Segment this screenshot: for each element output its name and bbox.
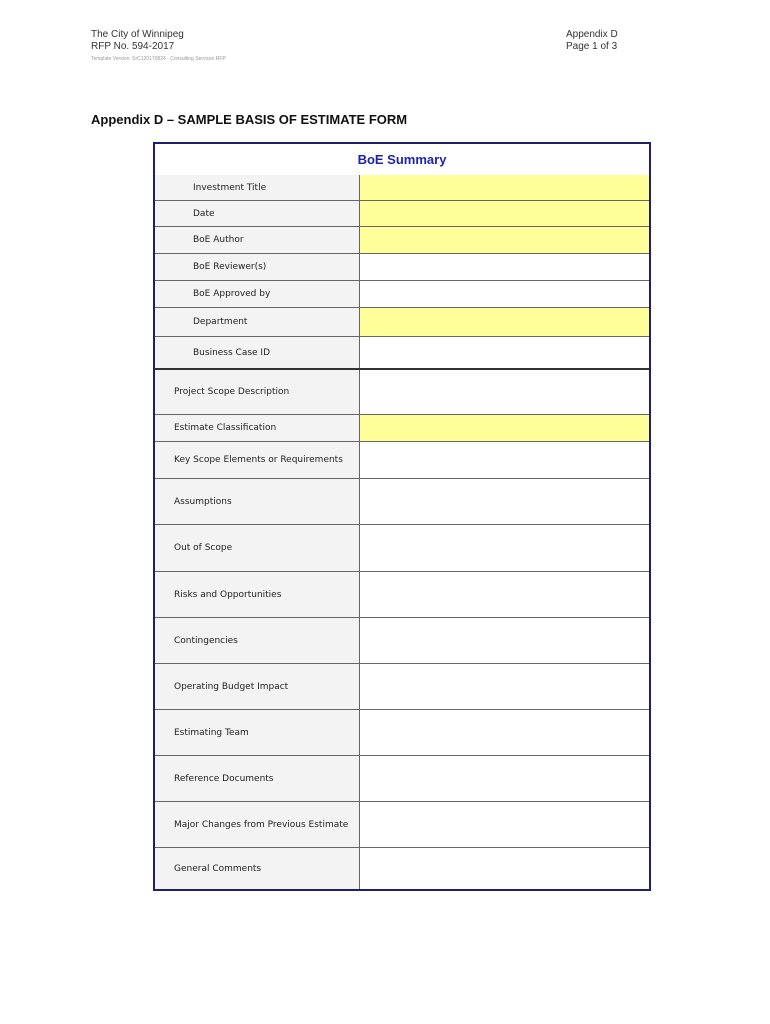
row-label: BoE Author <box>155 227 360 253</box>
boe-reviewers-field[interactable] <box>360 254 649 280</box>
department-field[interactable] <box>360 308 649 336</box>
row-label: Risks and Opportunities <box>155 572 360 617</box>
row-label: Contingencies <box>155 618 360 663</box>
operating-budget-impact-field[interactable] <box>360 664 649 709</box>
boe-form <box>153 142 651 891</box>
page-title: Appendix D – SAMPLE BASIS OF ESTIMATE FORM <box>91 112 408 127</box>
investment-title-field[interactable] <box>360 175 649 200</box>
form-row-assumptions <box>155 479 649 525</box>
row-label: Date <box>155 201 360 226</box>
header-page-number: Page 1 of 3 <box>566 41 618 52</box>
form-row-contingencies <box>155 618 649 664</box>
form-heading: BoE Summary <box>155 144 649 176</box>
form-row-operating-budget-impact <box>155 664 649 710</box>
header-left <box>91 29 184 53</box>
row-label: Major Changes from Previous Estimate <box>155 802 360 847</box>
major-changes-field[interactable] <box>360 802 649 847</box>
header-city: The City of Winnipeg <box>91 29 184 40</box>
row-label: Operating Budget Impact <box>155 664 360 709</box>
general-comments-field[interactable] <box>360 848 649 889</box>
reference-documents-field[interactable] <box>360 756 649 801</box>
form-row-date <box>155 201 649 227</box>
form-row-general-comments <box>155 848 649 889</box>
assumptions-field[interactable] <box>360 479 649 524</box>
form-row-boe-approved-by <box>155 281 649 308</box>
form-row-out-of-scope <box>155 525 649 572</box>
form-row-major-changes <box>155 802 649 848</box>
form-row-boe-reviewers <box>155 254 649 281</box>
row-label: General Comments <box>155 848 360 889</box>
estimate-classification-field[interactable] <box>360 415 649 441</box>
row-label: Estimating Team <box>155 710 360 755</box>
contingencies-field[interactable] <box>360 618 649 663</box>
form-row-business-case-id <box>155 337 649 370</box>
key-scope-elements-field[interactable] <box>360 442 649 478</box>
out-of-scope-field[interactable] <box>360 525 649 571</box>
form-row-boe-author <box>155 227 649 254</box>
form-row-project-scope-description <box>155 370 649 415</box>
date-field[interactable] <box>360 201 649 226</box>
form-row-estimate-classification <box>155 415 649 442</box>
project-scope-description-field[interactable] <box>360 370 649 414</box>
row-label: Investment Title <box>155 175 360 200</box>
form-row-key-scope-elements <box>155 442 649 479</box>
header-rfp-number: RFP No. 594-2017 <box>91 41 175 52</box>
row-label: Business Case ID <box>155 337 360 368</box>
form-row-investment-title <box>155 175 649 201</box>
header-appendix: Appendix D <box>566 29 618 40</box>
estimating-team-field[interactable] <box>360 710 649 755</box>
risks-and-opportunities-field[interactable] <box>360 572 649 617</box>
business-case-id-field[interactable] <box>360 337 649 368</box>
header-right <box>566 29 618 53</box>
row-label: Assumptions <box>155 479 360 524</box>
row-label: Department <box>155 308 360 336</box>
row-label: Reference Documents <box>155 756 360 801</box>
form-row-estimating-team <box>155 710 649 756</box>
row-label: Key Scope Elements or Requirements <box>155 442 360 478</box>
row-label: BoE Approved by <box>155 281 360 307</box>
row-label: Out of Scope <box>155 525 360 571</box>
row-label: Estimate Classification <box>155 415 360 441</box>
form-row-reference-documents <box>155 756 649 802</box>
template-version-note: Template Version: SrC120170824 - Consulting Services RFP <box>91 56 226 62</box>
boe-author-field[interactable] <box>360 227 649 253</box>
row-label: Project Scope Description <box>155 370 360 414</box>
form-row-department <box>155 308 649 337</box>
boe-approved-by-field[interactable] <box>360 281 649 307</box>
row-label: BoE Reviewer(s) <box>155 254 360 280</box>
form-row-risks-and-opportunities <box>155 572 649 618</box>
